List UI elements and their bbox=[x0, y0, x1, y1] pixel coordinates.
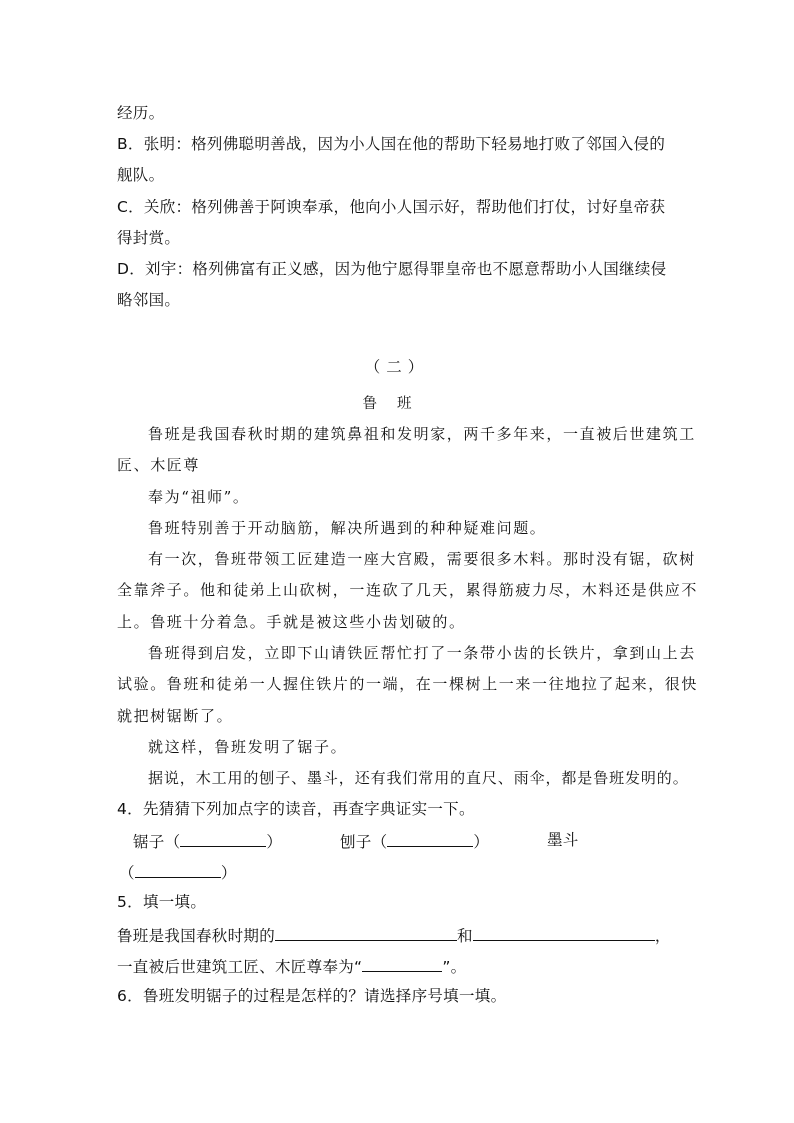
q5-line1-and: 和 bbox=[457, 927, 473, 945]
q4-blank-plane[interactable] bbox=[387, 830, 473, 847]
passage-p4-line3: 就把树锯断了。 bbox=[117, 707, 234, 725]
option-a-end: 经历。 bbox=[117, 104, 165, 122]
section-label: （二） bbox=[364, 358, 430, 376]
q6-prompt: 6．鲁班发明锯子的过程是怎样的？请选择序号填一填。 bbox=[117, 987, 507, 1005]
q5-blank-2[interactable] bbox=[473, 924, 655, 941]
option-d: D．刘宇：格列佛富有正义感，因为他宁愿得罪皇帝也不愿意帮助小人国继续侵 bbox=[117, 260, 667, 278]
passage-p1-line2: 匠、木匠尊 bbox=[117, 456, 201, 474]
option-b-cont: 舰队。 bbox=[117, 166, 165, 184]
passage-p5: 就这样，鲁班发明了锯子。 bbox=[148, 738, 348, 756]
q5-prompt: 5．填一填。 bbox=[117, 893, 207, 911]
passage-p2: 鲁班特别善于开动脑筋，解决所遇到的种种疑难问题。 bbox=[148, 519, 547, 537]
q4-prompt: 4．先猜猜下列加点字的读音，再查字典证实一下。 bbox=[117, 800, 475, 818]
option-c: C．关欣：格列佛善于阿谀奉承，他向小人国示好，帮助他们打仗，讨好皇帝获 bbox=[117, 198, 666, 216]
option-b: B．张明：格列佛聪明善战，因为小人国在他的帮助下轻易地打败了邻国入侵的 bbox=[117, 135, 666, 153]
option-c-cont: 得封赏。 bbox=[117, 229, 181, 247]
passage-p1-line3: 奉为“祖师”。 bbox=[148, 488, 250, 506]
q5-line2-end: ”。 bbox=[442, 958, 467, 976]
q4-item-inkline-answer bbox=[119, 861, 237, 883]
q4-item-inkline: 墨斗 bbox=[547, 831, 579, 849]
q4-open-paren: （ bbox=[119, 864, 135, 882]
q5-line1-start: 鲁班是我国春秋时期的 bbox=[117, 927, 276, 945]
q5-line2 bbox=[117, 955, 466, 977]
option-d-cont: 略邻国。 bbox=[117, 291, 181, 309]
passage-p3-line2: 全靠斧子。他和徒弟上山砍树，一连砍了几天，累得筋疲力尽，木料还是供应不 bbox=[117, 581, 699, 599]
q4-blank-saw[interactable] bbox=[180, 830, 266, 847]
passage-p3-line3: 上。鲁班十分着急。手就是被这些小齿划破的。 bbox=[117, 613, 466, 631]
q5-blank-1[interactable] bbox=[275, 924, 457, 941]
passage-p4-line2: 试验。鲁班和徒弟一人握住铁片的一端，在一棵树上一来一往地拉了起来，很快 bbox=[117, 675, 699, 693]
q4-item-saw bbox=[133, 830, 282, 852]
passage-p1-line1: 鲁班是我国春秋时期的建筑鼻祖和发明家，两千多年来，一直被后世建筑工 bbox=[148, 425, 696, 443]
q4-item-saw-label: 锯子（ bbox=[133, 833, 181, 851]
q5-line1 bbox=[117, 924, 671, 946]
passage-p6: 据说，木工用的刨子、墨斗，还有我们常用的直尺、雨伞，都是鲁班发明的。 bbox=[148, 769, 689, 787]
q5-blank-3[interactable] bbox=[362, 955, 442, 972]
q4-close-paren: ） bbox=[473, 833, 490, 851]
story-title: 鲁班 bbox=[362, 396, 432, 412]
passage-p3-line1: 有一次，鲁班带领工匠建造一座大宫殿，需要很多木料。那时没有锯，砍树 bbox=[148, 550, 696, 568]
q4-item-plane bbox=[340, 830, 489, 852]
q4-close-paren: ） bbox=[266, 833, 283, 851]
q5-line1-end: ， bbox=[654, 927, 671, 945]
q4-item-plane-label: 刨子（ bbox=[340, 833, 388, 851]
passage-p4-line1: 鲁班得到启发，立即下山请铁匠帮忙打了一条带小齿的长铁片，拿到山上去 bbox=[148, 644, 696, 662]
q4-blank-inkline[interactable] bbox=[135, 861, 221, 878]
q4-close-paren: ） bbox=[220, 864, 237, 882]
q5-line2-start: 一直被后世建筑工匠、木匠尊奉为“ bbox=[117, 958, 363, 976]
